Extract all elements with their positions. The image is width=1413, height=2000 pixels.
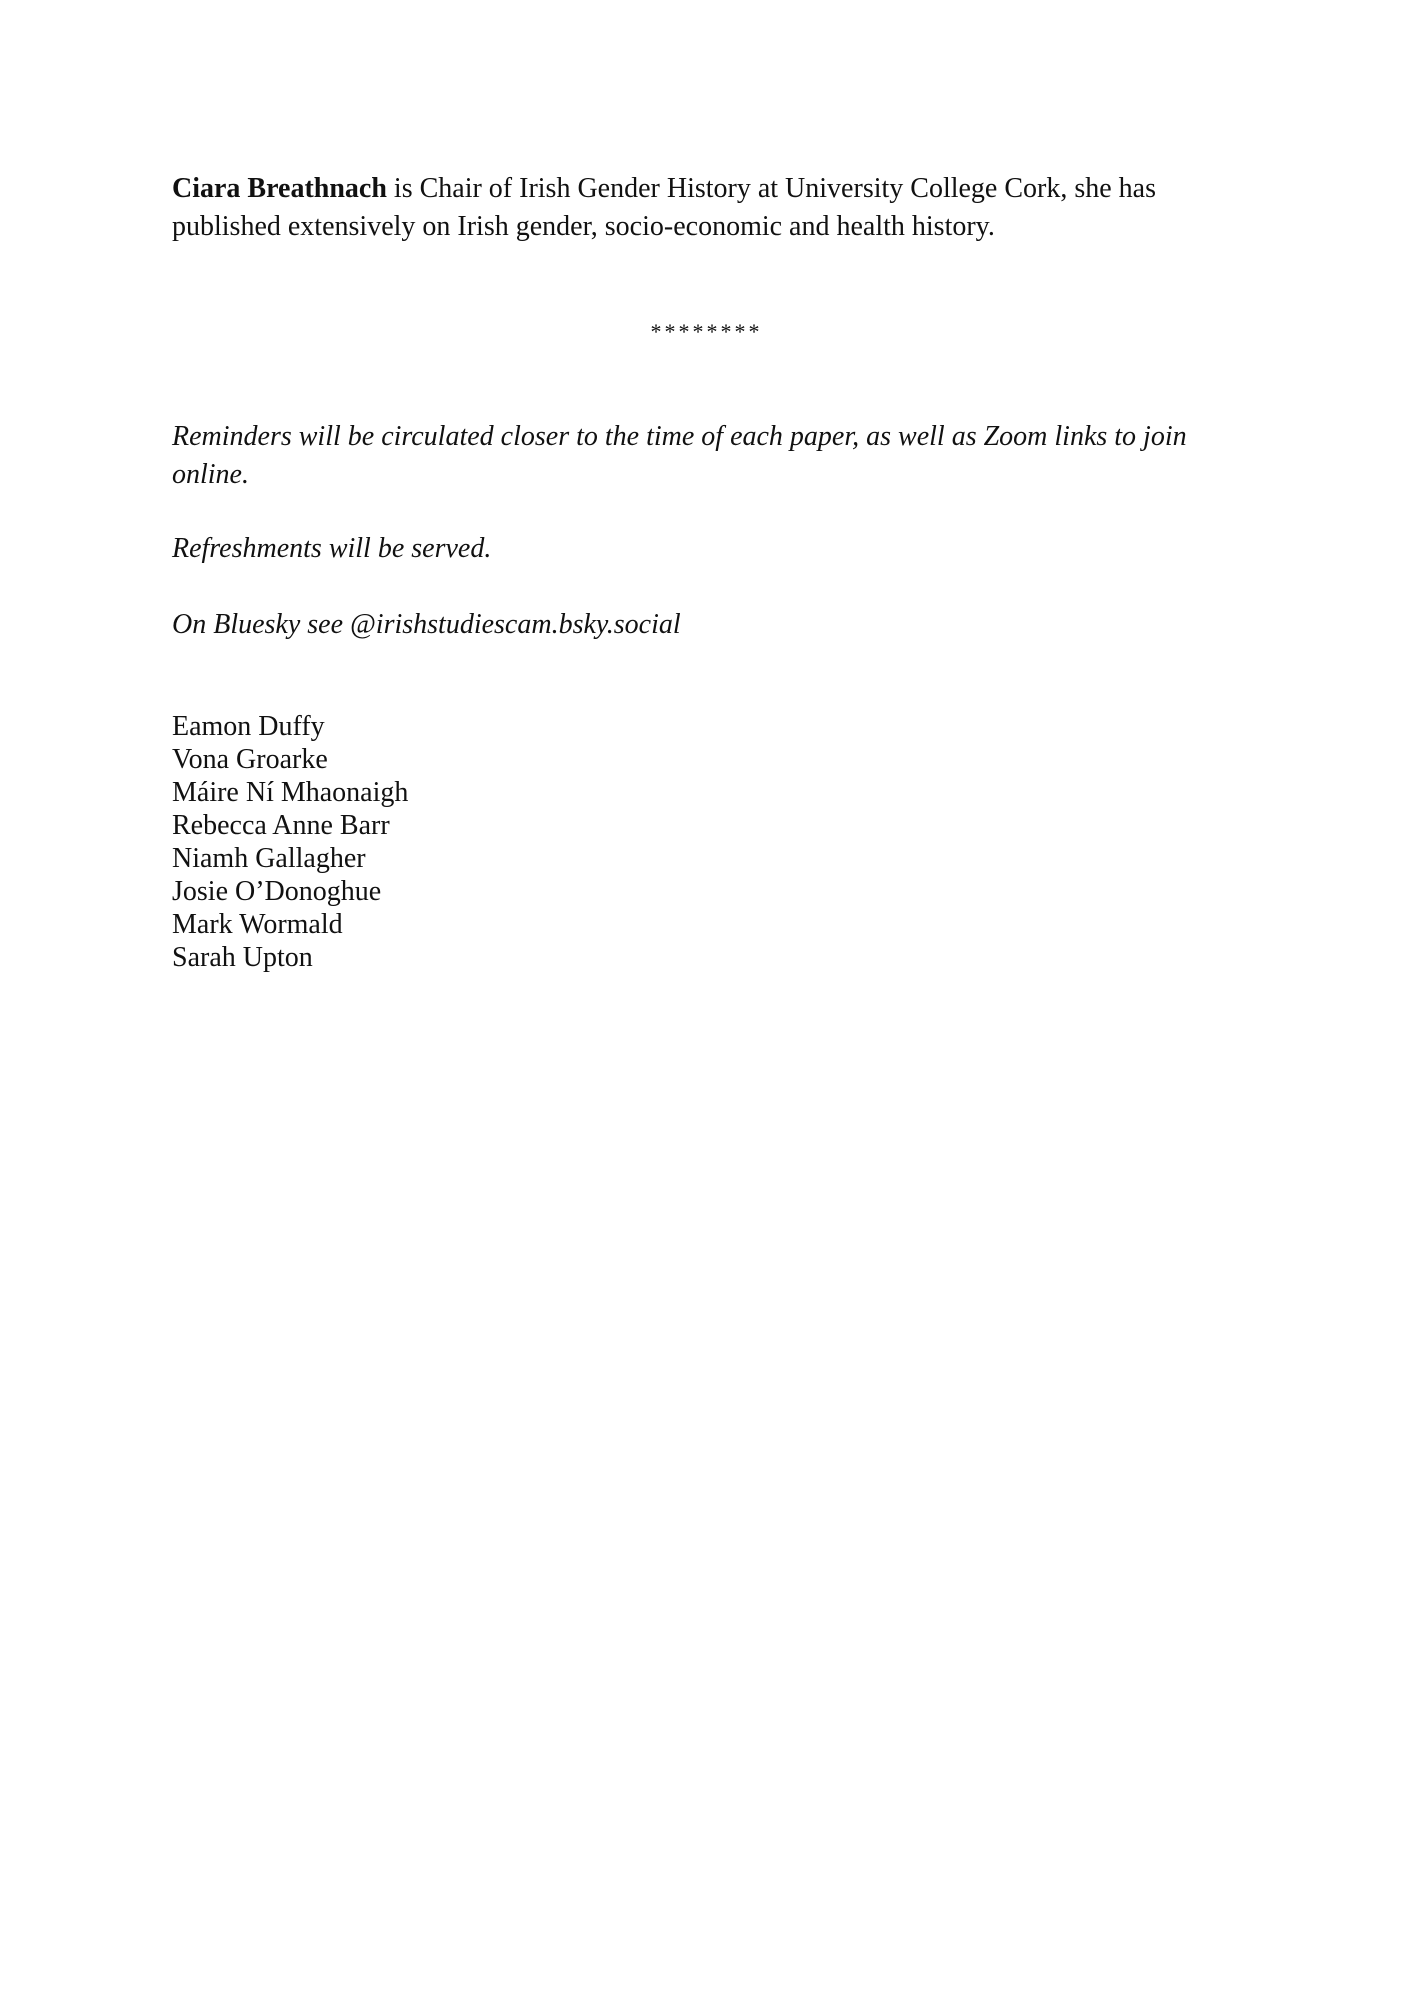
- bluesky-note: On Bluesky see @irishstudiescam.bsky.social: [172, 609, 681, 640]
- list-item: Eamon Duffy: [172, 711, 325, 742]
- bio-name: Ciara Breathnach: [172, 173, 387, 204]
- list-item: Vona Groarke: [172, 744, 328, 775]
- list-item: Rebecca Anne Barr: [172, 810, 390, 841]
- section-separator: ********: [650, 319, 763, 344]
- organizers-list: [172, 710, 408, 974]
- list-item: Máire Ní Mhaonaigh: [172, 777, 409, 808]
- list-item: Niamh Gallagher: [172, 843, 366, 874]
- list-item: Josie O’Donoghue: [172, 876, 382, 907]
- list-item: Mark Wormald: [172, 909, 343, 940]
- reminders-note: Reminders will be circulated closer to the time of each paper, as well as Zoom links to join online.: [172, 421, 1187, 490]
- refreshments-note: Refreshments will be served.: [172, 533, 492, 564]
- bio-text: is Chair of Irish Gender History at University College Cork, she has published extensively on Irish gender, socio-economic and health history.: [172, 173, 1157, 242]
- list-item: Sarah Upton: [172, 942, 313, 973]
- bio-paragraph: [172, 170, 1252, 246]
